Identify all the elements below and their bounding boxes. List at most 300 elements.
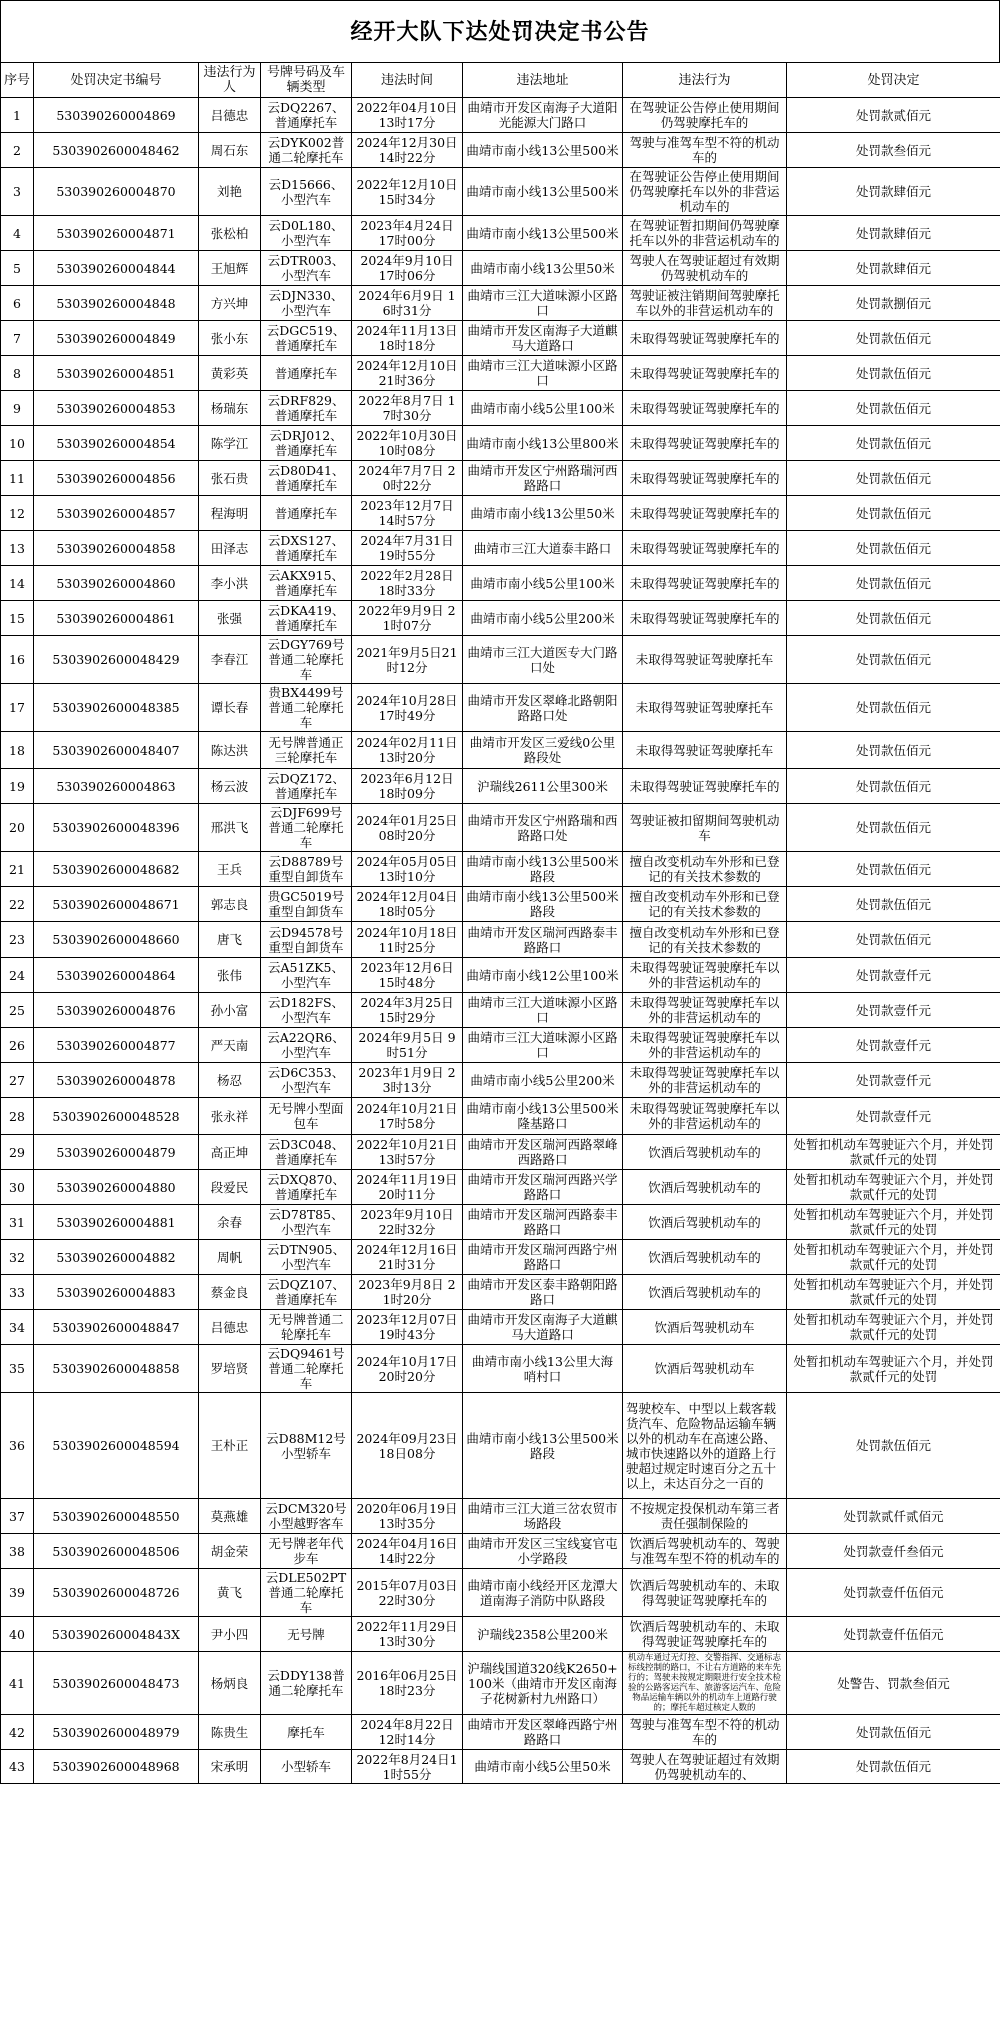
row-decision-id: 530390260004882: [34, 1240, 199, 1275]
row-address: 曲靖市南小线5公里100米: [463, 566, 623, 601]
table-row: [1, 321, 1000, 356]
row-plate: 云D0L180、小型汽车: [261, 216, 352, 251]
row-time: 2024年8月22日 12时14分: [352, 1715, 463, 1750]
row-address: 曲靖市三江大道味源小区路口: [463, 993, 623, 1028]
penalty-table: [0, 62, 1000, 1784]
row-decision-id: 530390260004853: [34, 391, 199, 426]
row-time: 2024年12月16日21时31分: [352, 1240, 463, 1275]
row-decision-id: 530390260004878: [34, 1063, 199, 1098]
row-decision-id: 530390260004863: [34, 769, 199, 804]
row-violation: 驾驶人在驾驶证超过有效期仍驾驶机动车的、: [623, 1750, 787, 1784]
row-decision-id: 530390260004851: [34, 356, 199, 391]
table-row: [1, 1393, 1000, 1499]
row-decision: 处罚款壹仟元: [787, 958, 1000, 993]
table-row: [1, 216, 1000, 251]
row-no: 20: [1, 804, 34, 852]
row-decision: 处警告、罚款叁佰元: [787, 1652, 1000, 1715]
row-offender: 高正坤: [199, 1135, 261, 1170]
row-address: 曲靖市三江大道味源小区路口: [463, 356, 623, 391]
row-violation: 擅自改变机动车外形和已登记的有关技术参数的: [623, 887, 787, 922]
row-plate: 普通摩托车: [261, 356, 352, 391]
row-plate: 贵GC5019号重型自卸货车: [261, 887, 352, 922]
row-offender: 王朴正: [199, 1393, 261, 1499]
row-decision-id: 530390260004871: [34, 216, 199, 251]
row-plate: 云DQ9461号普通二轮摩托车: [261, 1345, 352, 1393]
row-decision: 处罚款伍佰元: [787, 1715, 1000, 1750]
row-offender: 杨炳良: [199, 1652, 261, 1715]
row-no: 10: [1, 426, 34, 461]
row-decision: 处暂扣机动车驾驶证六个月，并处罚款贰仟元的处罚: [787, 1345, 1000, 1393]
row-decision: 处罚款壹仟元: [787, 1028, 1000, 1063]
row-offender: 谭长春: [199, 684, 261, 732]
table-row: [1, 1205, 1000, 1240]
row-violation: 未取得驾驶证驾驶摩托车的: [623, 356, 787, 391]
table-header-row: [1, 63, 1000, 98]
row-decision: 处罚款伍佰元: [787, 461, 1000, 496]
row-address: 曲靖市南小线13公里大海哨村口: [463, 1345, 623, 1393]
table-row: [1, 769, 1000, 804]
row-decision-id: 5303902600048462: [34, 133, 199, 168]
row-offender: 周帆: [199, 1240, 261, 1275]
row-time: 2024年9月5日 9时51分: [352, 1028, 463, 1063]
row-violation: 擅自改变机动车外形和已登记的有关技术参数的: [623, 922, 787, 958]
row-offender: 邢洪飞: [199, 804, 261, 852]
row-plate: 云D88789号重型自卸货车: [261, 852, 352, 887]
row-violation: 未取得驾驶证驾驶摩托车的: [623, 461, 787, 496]
table-row: [1, 1569, 1000, 1617]
row-plate: 云DJN330、小型汽车: [261, 286, 352, 321]
row-decision: 处罚款伍佰元: [787, 804, 1000, 852]
table-row: [1, 1652, 1000, 1715]
row-plate: 云DGY769号普通二轮摩托车: [261, 636, 352, 684]
row-decision-id: 530390260004844: [34, 251, 199, 286]
row-no: 23: [1, 922, 34, 958]
table-row: [1, 601, 1000, 636]
row-offender: 余春: [199, 1205, 261, 1240]
row-time: 2024年10月21日17时58分: [352, 1098, 463, 1135]
row-plate: 云DQZ172、普通摩托车: [261, 769, 352, 804]
row-violation: 饮酒后驾驶机动车的: [623, 1205, 787, 1240]
row-decision: 处罚款肆佰元: [787, 251, 1000, 286]
row-decision: 处罚款贰仟贰佰元: [787, 1499, 1000, 1534]
table-row: [1, 993, 1000, 1028]
table-row: [1, 496, 1000, 531]
row-plate: 云DQ2267、普通摩托车: [261, 98, 352, 133]
row-violation: 在驾驶证公告停止使用期间仍驾驶摩托车以外的非营运机动车的: [623, 168, 787, 216]
row-violation: 驾驶证被注销期间驾驶摩托车以外的非营运机动车的: [623, 286, 787, 321]
row-address: 曲靖市开发区南海子大道麒马大道路口: [463, 1310, 623, 1345]
row-time: 2023年9月8日 21时20分: [352, 1275, 463, 1310]
row-address: 曲靖市南小线经开区龙潭大道南海子消防中队路段: [463, 1569, 623, 1617]
row-decision: 处罚款伍佰元: [787, 356, 1000, 391]
table-row: [1, 98, 1000, 133]
row-decision-id: 530390260004843X: [34, 1617, 199, 1652]
row-no: 41: [1, 1652, 34, 1715]
row-time: 2024年10月17日20时20分: [352, 1345, 463, 1393]
row-decision-id: 530390260004879: [34, 1135, 199, 1170]
row-violation: 未取得驾驶证驾驶摩托车以外的非营运机动车的: [623, 1028, 787, 1063]
row-offender: 罗培贤: [199, 1345, 261, 1393]
row-time: 2024年11月13日18时18分: [352, 321, 463, 356]
row-no: 33: [1, 1275, 34, 1310]
row-no: 4: [1, 216, 34, 251]
header-violation: 违法行为: [623, 63, 787, 98]
row-violation: 驾驶与准驾车型不符的机动车的: [623, 133, 787, 168]
row-offender: 胡金荣: [199, 1534, 261, 1569]
row-plate: 云DQZ107、普通摩托车: [261, 1275, 352, 1310]
row-decision: 处罚款伍佰元: [787, 391, 1000, 426]
row-offender: 莫燕雄: [199, 1499, 261, 1534]
table-row: [1, 1063, 1000, 1098]
row-offender: 宋承明: [199, 1750, 261, 1784]
table-row: [1, 133, 1000, 168]
row-decision: 处暂扣机动车驾驶证六个月，并处罚款贰仟元的处罚: [787, 1205, 1000, 1240]
row-no: 14: [1, 566, 34, 601]
row-time: 2022年9月9日 21时07分: [352, 601, 463, 636]
row-decision-id: 530390260004858: [34, 531, 199, 566]
row-plate: 云A51ZK5、小型汽车: [261, 958, 352, 993]
row-decision: 处罚款伍佰元: [787, 601, 1000, 636]
table-body: [1, 98, 1000, 1784]
row-no: 28: [1, 1098, 34, 1135]
row-violation: 未取得驾驶证驾驶摩托车以外的非营运机动车的: [623, 958, 787, 993]
row-decision-id: 5303902600048726: [34, 1569, 199, 1617]
row-time: 2023年9月10日 22时32分: [352, 1205, 463, 1240]
row-decision-id: 530390260004883: [34, 1275, 199, 1310]
row-violation: 饮酒后驾驶机动车的: [623, 1240, 787, 1275]
row-address: 曲靖市开发区泰丰路朝阳路路口: [463, 1275, 623, 1310]
row-violation: 未取得驾驶证驾驶摩托车的: [623, 496, 787, 531]
row-decision: 处罚款伍佰元: [787, 684, 1000, 732]
row-plate: 云DXQ870、普通摩托车: [261, 1170, 352, 1205]
row-address: 曲靖市南小线13公里500米路段: [463, 887, 623, 922]
row-decision-id: 5303902600048550: [34, 1499, 199, 1534]
row-time: 2024年01月25日08时20分: [352, 804, 463, 852]
row-offender: 张强: [199, 601, 261, 636]
row-no: 8: [1, 356, 34, 391]
row-decision-id: 530390260004848: [34, 286, 199, 321]
table-row: [1, 168, 1000, 216]
row-decision-id: 530390260004854: [34, 426, 199, 461]
row-time: 2024年12月04日18时05分: [352, 887, 463, 922]
row-offender: 孙小富: [199, 993, 261, 1028]
table-row: [1, 566, 1000, 601]
row-decision-id: 530390260004857: [34, 496, 199, 531]
row-violation: 未取得驾驶证驾驶摩托车以外的非营运机动车的: [623, 1098, 787, 1135]
row-decision-id: 5303902600048858: [34, 1345, 199, 1393]
row-no: 2: [1, 133, 34, 168]
row-plate: 无号牌: [261, 1617, 352, 1652]
table-row: [1, 1345, 1000, 1393]
header-offender: 违法行为人: [199, 63, 261, 98]
row-violation: 饮酒后驾驶机动车的: [623, 1135, 787, 1170]
table-row: [1, 1310, 1000, 1345]
row-no: 29: [1, 1135, 34, 1170]
row-time: 2024年10月28日17时49分: [352, 684, 463, 732]
row-address: 曲靖市南小线13公里500米: [463, 168, 623, 216]
row-address: 曲靖市南小线13公里500米: [463, 133, 623, 168]
row-address: 曲靖市开发区瑞河西路泰丰路路口: [463, 922, 623, 958]
row-violation: 饮酒后驾驶机动车的: [623, 1275, 787, 1310]
row-no: 32: [1, 1240, 34, 1275]
row-address: 曲靖市南小线13公里500米隆基路口: [463, 1098, 623, 1135]
row-no: 25: [1, 993, 34, 1028]
row-plate: 贵BX4499号普通二轮摩托车: [261, 684, 352, 732]
row-decision: 处罚款伍佰元: [787, 1393, 1000, 1499]
page-title: 经开大队下达处罚决定书公告: [0, 0, 1000, 62]
row-decision-id: 530390260004856: [34, 461, 199, 496]
row-no: 34: [1, 1310, 34, 1345]
row-violation: 不按规定投保机动车第三者责任强制保险的: [623, 1499, 787, 1534]
row-plate: 云DXS127、普通摩托车: [261, 531, 352, 566]
header-plate: 号牌号码及车辆类型: [261, 63, 352, 98]
row-plate: 普通摩托车: [261, 496, 352, 531]
table-row: [1, 852, 1000, 887]
row-plate: 云AKX915、普通摩托车: [261, 566, 352, 601]
row-violation: 饮酒后驾驶机动车的、驾驶与准驾车型不符的机动车的: [623, 1534, 787, 1569]
table-row: [1, 1534, 1000, 1569]
row-address: 沪瑞线2358公里200米: [463, 1617, 623, 1652]
row-time: 2022年8月7日 17时30分: [352, 391, 463, 426]
row-decision-id: 530390260004864: [34, 958, 199, 993]
row-time: 2024年3月25日 15时29分: [352, 993, 463, 1028]
row-violation: 未取得驾驶证驾驶摩托车的: [623, 769, 787, 804]
row-no: 21: [1, 852, 34, 887]
row-time: 2024年12月10日21时36分: [352, 356, 463, 391]
row-plate: 云D6C353、小型汽车: [261, 1063, 352, 1098]
row-plate: 云D182FS、小型汽车: [261, 993, 352, 1028]
row-no: 22: [1, 887, 34, 922]
row-no: 36: [1, 1393, 34, 1499]
row-address: 曲靖市开发区瑞河西路兴学路路口: [463, 1170, 623, 1205]
row-offender: 段爱民: [199, 1170, 261, 1205]
row-time: 2022年04月10日13时17分: [352, 98, 463, 133]
row-time: 2024年05月05日13时10分: [352, 852, 463, 887]
row-no: 42: [1, 1715, 34, 1750]
row-plate: 云D94578号重型自卸货车: [261, 922, 352, 958]
row-violation: 未取得驾驶证驾驶摩托车: [623, 684, 787, 732]
row-decision: 处罚款伍佰元: [787, 321, 1000, 356]
row-plate: 云DDY138普通二轮摩托车: [261, 1652, 352, 1715]
row-offender: 严天南: [199, 1028, 261, 1063]
row-offender: 王旭辉: [199, 251, 261, 286]
row-decision: 处暂扣机动车驾驶证六个月，并处罚款贰仟元的处罚: [787, 1240, 1000, 1275]
row-plate: 云DGC519、普通摩托车: [261, 321, 352, 356]
table-row: [1, 636, 1000, 684]
row-decision-id: 5303902600048385: [34, 684, 199, 732]
row-plate: 云D78T85、小型汽车: [261, 1205, 352, 1240]
row-decision-id: 5303902600048506: [34, 1534, 199, 1569]
row-no: 31: [1, 1205, 34, 1240]
row-violation: 未取得驾驶证驾驶摩托车: [623, 732, 787, 769]
row-address: 曲靖市开发区瑞河西路宁州路路口: [463, 1240, 623, 1275]
row-offender: 杨云波: [199, 769, 261, 804]
row-offender: 郭志良: [199, 887, 261, 922]
row-violation: 在驾驶证公告停止使用期间仍驾驶摩托车的: [623, 98, 787, 133]
row-decision-id: 530390260004849: [34, 321, 199, 356]
row-decision-id: 530390260004877: [34, 1028, 199, 1063]
row-decision: 处罚款伍佰元: [787, 426, 1000, 461]
row-no: 16: [1, 636, 34, 684]
row-time: 2023年12月6日 15时48分: [352, 958, 463, 993]
row-decision-id: 5303902600048407: [34, 732, 199, 769]
row-decision: 处暂扣机动车驾驶证六个月，并处罚款贰仟元的处罚: [787, 1310, 1000, 1345]
row-offender: 陈贵生: [199, 1715, 261, 1750]
row-decision-id: 530390260004860: [34, 566, 199, 601]
row-offender: 王兵: [199, 852, 261, 887]
table-row: [1, 1617, 1000, 1652]
row-no: 40: [1, 1617, 34, 1652]
row-decision-id: 5303902600048682: [34, 852, 199, 887]
row-decision: 处罚款伍佰元: [787, 887, 1000, 922]
table-row: [1, 251, 1000, 286]
row-time: 2023年4月24日 17时00分: [352, 216, 463, 251]
row-address: 曲靖市南小线5公里200米: [463, 601, 623, 636]
row-no: 15: [1, 601, 34, 636]
row-plate: 云DTR003、小型汽车: [261, 251, 352, 286]
row-plate: 云DTN905、小型汽车: [261, 1240, 352, 1275]
row-decision: 处罚款壹仟元: [787, 993, 1000, 1028]
table-row: [1, 1750, 1000, 1784]
row-no: 5: [1, 251, 34, 286]
row-no: 30: [1, 1170, 34, 1205]
row-no: 35: [1, 1345, 34, 1393]
row-time: 2024年04月16日14时22分: [352, 1534, 463, 1569]
row-address: 曲靖市南小线5公里50米: [463, 1750, 623, 1784]
row-no: 7: [1, 321, 34, 356]
row-time: 2022年2月28日 18时33分: [352, 566, 463, 601]
table-row: [1, 1240, 1000, 1275]
row-plate: 云DRJ012、普通摩托车: [261, 426, 352, 461]
row-decision-id: 530390260004880: [34, 1170, 199, 1205]
row-plate: 云DKA419、普通摩托车: [261, 601, 352, 636]
row-violation: 饮酒后驾驶机动车: [623, 1310, 787, 1345]
row-decision-id: 530390260004870: [34, 168, 199, 216]
row-time: 2024年6月9日 16时31分: [352, 286, 463, 321]
row-violation: 未取得驾驶证驾驶摩托车的: [623, 601, 787, 636]
row-time: 2022年10月30日10时08分: [352, 426, 463, 461]
row-time: 2023年12月07日19时43分: [352, 1310, 463, 1345]
row-decision: 处罚款叁佰元: [787, 133, 1000, 168]
row-offender: 刘艳: [199, 168, 261, 216]
row-address: 曲靖市南小线13公里500米路段: [463, 1393, 623, 1499]
row-decision-id: 5303902600048429: [34, 636, 199, 684]
row-no: 6: [1, 286, 34, 321]
row-address: 曲靖市开发区南海子大道麒马大道路口: [463, 321, 623, 356]
row-plate: 云D80D41、普通摩托车: [261, 461, 352, 496]
row-offender: 李小洪: [199, 566, 261, 601]
row-time: 2024年9月10日 17时06分: [352, 251, 463, 286]
row-no: 12: [1, 496, 34, 531]
row-no: 11: [1, 461, 34, 496]
row-no: 27: [1, 1063, 34, 1098]
row-offender: 张松柏: [199, 216, 261, 251]
row-offender: 黄彩英: [199, 356, 261, 391]
row-decision: 处罚款伍佰元: [787, 769, 1000, 804]
table-row: [1, 1170, 1000, 1205]
header-time: 违法时间: [352, 63, 463, 98]
row-violation: 驾驶校车、中型以上载客载货汽车、危险物品运输车辆以外的机动车在高速公路、城市快速路以外的道路上行驶超过规定时速百分之五十以上，未达百分之一百的: [623, 1393, 787, 1499]
row-time: 2023年12月7日 14时57分: [352, 496, 463, 531]
row-decision: 处罚款伍佰元: [787, 531, 1000, 566]
row-violation: 饮酒后驾驶机动车的、未取得驾驶证驾驶摩托车的: [623, 1569, 787, 1617]
row-time: 2023年1月9日 23时13分: [352, 1063, 463, 1098]
row-decision-id: 5303902600048473: [34, 1652, 199, 1715]
row-address: 曲靖市开发区翠峰北路朝阳路路口处: [463, 684, 623, 732]
row-time: 2024年10月18日11时25分: [352, 922, 463, 958]
table-row: [1, 531, 1000, 566]
row-decision: 处罚款壹仟伍佰元: [787, 1569, 1000, 1617]
row-decision: 处罚款伍佰元: [787, 566, 1000, 601]
header-decision: 处罚决定: [787, 63, 1000, 98]
row-address: 曲靖市三江大道味源小区路口: [463, 286, 623, 321]
row-plate: 摩托车: [261, 1715, 352, 1750]
row-time: 2023年6月12日 18时09分: [352, 769, 463, 804]
row-violation: 机动车通过无灯控、交警指挥、交通标志标线控制的路口，不让右方道路的来车先行的；驾驶未按规定期限进行安全技术检验的公路客运汽车、旅游客运汽车、危险物品运输车辆以外的机动车上道路行驶的；摩托车超过核定人数的: [623, 1652, 787, 1715]
table-row: [1, 426, 1000, 461]
row-offender: 田泽志: [199, 531, 261, 566]
row-plate: 无号牌普通正三轮摩托车: [261, 732, 352, 769]
row-offender: 张伟: [199, 958, 261, 993]
row-plate: 云DLE502PT 普通二轮摩托车: [261, 1569, 352, 1617]
row-decision: 处罚款捌佰元: [787, 286, 1000, 321]
row-no: 39: [1, 1569, 34, 1617]
row-plate: 云DYK002普通二轮摩托车: [261, 133, 352, 168]
row-decision-id: 530390260004881: [34, 1205, 199, 1240]
row-no: 17: [1, 684, 34, 732]
table-row: [1, 1715, 1000, 1750]
row-address: 曲靖市开发区瑞河西路泰丰路路口: [463, 1205, 623, 1240]
row-time: 2021年9月5日21时12分: [352, 636, 463, 684]
header-address: 违法地址: [463, 63, 623, 98]
row-decision: 处罚款肆佰元: [787, 168, 1000, 216]
table-row: [1, 922, 1000, 958]
row-address: 曲靖市南小线5公里100米: [463, 391, 623, 426]
row-plate: 云DJF699号普通二轮摩托车: [261, 804, 352, 852]
row-address: 曲靖市开发区南海子大道阳光能源大门路口: [463, 98, 623, 133]
row-violation: 驾驶人在驾驶证超过有效期仍驾驶机动车的: [623, 251, 787, 286]
row-no: 43: [1, 1750, 34, 1784]
table-row: [1, 684, 1000, 732]
row-time: 2024年7月7日 20时22分: [352, 461, 463, 496]
row-time: 2024年11月19日20时11分: [352, 1170, 463, 1205]
table-row: [1, 958, 1000, 993]
row-decision: 处暂扣机动车驾驶证六个月，并处罚款贰仟元的处罚: [787, 1275, 1000, 1310]
row-address: 曲靖市三江大道味源小区路口: [463, 1028, 623, 1063]
row-address: 曲靖市南小线12公里100米: [463, 958, 623, 993]
row-no: 18: [1, 732, 34, 769]
row-decision-id: 5303902600048847: [34, 1310, 199, 1345]
row-offender: 蔡金良: [199, 1275, 261, 1310]
row-violation: 未取得驾驶证驾驶摩托车: [623, 636, 787, 684]
row-violation: 饮酒后驾驶机动车的: [623, 1170, 787, 1205]
row-decision-id: 5303902600048671: [34, 887, 199, 922]
table-row: [1, 391, 1000, 426]
table-row: [1, 804, 1000, 852]
row-no: 9: [1, 391, 34, 426]
row-decision-id: 5303902600048660: [34, 922, 199, 958]
table-row: [1, 1499, 1000, 1534]
row-time: 2016年06月25日18时23分: [352, 1652, 463, 1715]
row-violation: 未取得驾驶证驾驶摩托车的: [623, 566, 787, 601]
row-no: 13: [1, 531, 34, 566]
row-decision: 处罚款壹仟元: [787, 1063, 1000, 1098]
row-violation: 驾驶证被扣留期间驾驶机动车: [623, 804, 787, 852]
row-time: 2024年7月31日 19时55分: [352, 531, 463, 566]
row-address: 沪瑞线国道320线K2650+100米（曲靖市开发区南海子花树新村九州路口）: [463, 1652, 623, 1715]
header-decision-id: 处罚决定书编号: [34, 63, 199, 98]
row-address: 曲靖市开发区宁州路瑞和西路路口处: [463, 804, 623, 852]
